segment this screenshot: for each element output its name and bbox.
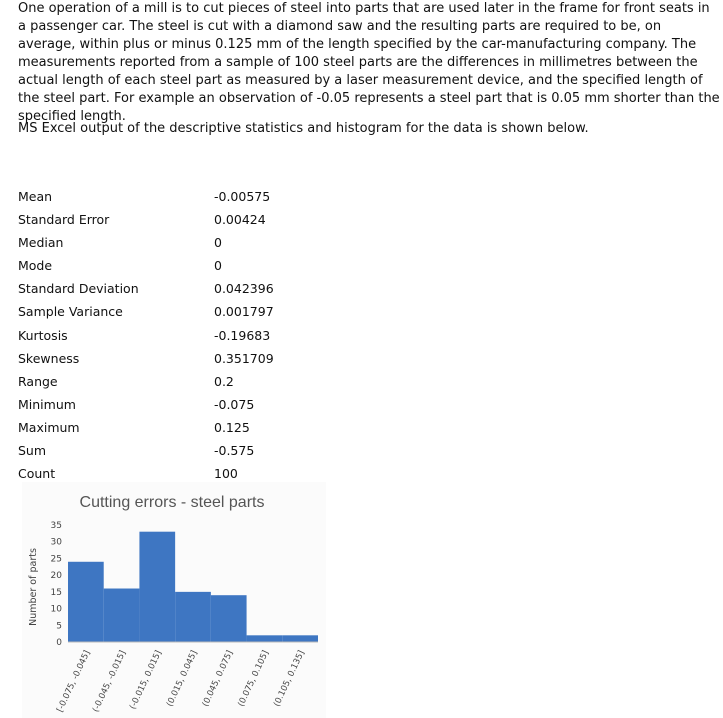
stat-value: 100	[214, 466, 238, 482]
stat-label: Sum	[18, 443, 47, 459]
x-category-label: (0.015, 0.045]	[164, 649, 200, 709]
y-tick-label: 10	[50, 604, 62, 615]
excel-note: MS Excel output of the descriptive statistics and histogram for the data is shown below.	[18, 121, 589, 136]
x-category-label: (0.045, 0.075]	[200, 649, 236, 709]
stat-value: 0.001797	[214, 304, 274, 320]
chart-title: Cutting errors - steel parts	[79, 494, 265, 511]
histogram-bar	[175, 592, 211, 642]
stat-label: Count	[18, 466, 56, 482]
intro-paragraph: One operation of a mill is to cut pieces of steel into parts that are used later in the frame for front seats in a passenger car. The steel is cut with a diamond saw and the resulting parts are required to be, on average, within plus or minus 0.125 mm of the length specified by the car-manufacturing company. The measurements reported from a sample of 100 steel parts are the differences in millimetres between the actual length of each steel part as measured by a laser measurement device, and the specified length of the steel part. For example an observation of -0.05 represents a steel part that is 0.05 mm shorter than the specified length.	[18, 1, 720, 124]
x-category-label: (0.075, 0.105]	[236, 649, 272, 709]
histogram-bar	[211, 595, 247, 642]
y-axis-label: Number of parts	[28, 548, 39, 626]
stat-label: Mode	[18, 258, 53, 274]
x-category-label: (-0.015, 0.015]	[127, 649, 165, 712]
stat-value: 0	[214, 258, 222, 274]
y-tick-label: 5	[56, 621, 62, 632]
histogram-chart	[22, 482, 326, 718]
stat-label: Sample Variance	[18, 304, 123, 320]
stat-label: Skewness	[18, 350, 80, 366]
stat-label: Kurtosis	[18, 327, 68, 343]
stat-value: -0.19683	[214, 327, 271, 343]
stat-label: Mean	[18, 189, 53, 204]
stat-value: 0.125	[214, 419, 250, 435]
stat-value: -0.575	[214, 443, 255, 459]
histogram-bar	[139, 532, 175, 642]
stat-label: Standard Error	[18, 212, 110, 228]
x-category-label: (-0.045, -0.015]	[90, 649, 129, 714]
stat-value: -0.075	[214, 396, 255, 412]
x-category-label: (0.105, 0.135]	[272, 649, 307, 709]
y-tick-label: 0	[56, 638, 62, 648]
histogram-bar	[282, 635, 318, 642]
stat-value: -0.00575	[214, 189, 271, 204]
stat-value: 0.00424	[214, 212, 266, 228]
stat-label: Range	[18, 373, 58, 389]
x-category-label: [-0.075, -0.045]	[55, 649, 93, 714]
histogram-bar	[247, 635, 283, 642]
y-tick-label: 35	[50, 521, 62, 531]
y-tick-label: 15	[50, 587, 62, 598]
stat-label: Maximum	[18, 419, 80, 435]
stat-label: Standard Deviation	[18, 281, 139, 297]
stat-value: 0	[214, 235, 222, 251]
histogram-bar	[68, 562, 104, 642]
stat-value: 0.351709	[214, 350, 274, 366]
stat-value: 0.2	[214, 373, 234, 389]
y-tick-label: 25	[50, 554, 62, 565]
histogram-svg	[22, 482, 326, 718]
y-tick-label: 20	[50, 571, 62, 582]
stat-label: Median	[18, 235, 64, 251]
y-tick-label: 30	[50, 537, 62, 548]
stat-value: 0.042396	[214, 281, 274, 297]
stat-label: Minimum	[18, 396, 76, 412]
histogram-bar	[104, 589, 140, 642]
